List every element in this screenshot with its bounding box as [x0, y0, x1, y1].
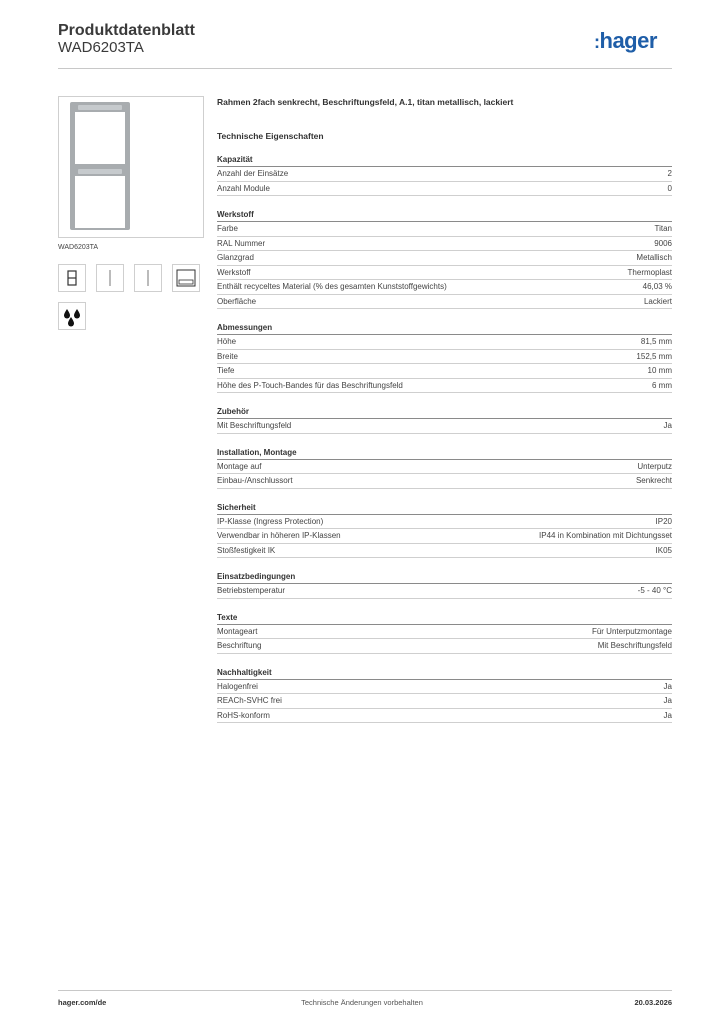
spec-value: Für Unterputzmontage [591, 626, 672, 636]
frame-illustration [70, 102, 130, 230]
spec-value: 46,03 % [642, 282, 672, 291]
spec-section [217, 570, 672, 599]
spec-value: 0 [667, 183, 672, 193]
spec-value: -5 - 40 °C [637, 586, 672, 595]
spec-row [217, 460, 672, 475]
spec-row [217, 182, 672, 197]
frame-opening-top [75, 112, 125, 164]
spec-value: Unterputz [637, 461, 672, 471]
spec-value: Senkrecht [635, 476, 672, 485]
spec-row [217, 364, 672, 379]
footer-website: hager.com/de [58, 998, 107, 1007]
spec-label: Enthält recyceltes Material (% des gesamten Kunststoffgewichts) [217, 282, 447, 291]
spec-value: 9006 [654, 238, 672, 248]
spec-value: IP20 [655, 516, 672, 526]
spec-row [217, 280, 672, 295]
spec-row [217, 709, 672, 724]
spec-value: Ja [663, 681, 672, 691]
spec-row [217, 529, 672, 544]
spec-row [217, 474, 672, 489]
spec-row [217, 544, 672, 559]
spec-label: Glanzgrad [217, 253, 254, 262]
spec-value: Metallisch [636, 253, 672, 262]
spec-section-title: Nachhaltigkeit [217, 666, 672, 680]
double-switch-symbol-icon [58, 264, 86, 292]
spec-label: RAL Nummer [217, 238, 266, 248]
spec-row [217, 295, 672, 310]
spec-value: Titan [654, 224, 672, 233]
spec-value: Thermoplast [627, 267, 672, 277]
vertical-line-icon [96, 264, 124, 292]
product-image [58, 96, 204, 238]
spec-section-title: Sicherheit [217, 501, 672, 515]
spec-label: REACh-SVHC frei [217, 696, 282, 705]
spec-label: Breite [217, 351, 238, 361]
spec-row [217, 515, 672, 530]
spec-label: Höhe des P-Touch-Bandes für das Beschriftungsfeld [217, 380, 403, 390]
spec-value: Lackiert [643, 296, 672, 306]
spec-label: Tiefe [217, 366, 235, 375]
spec-label: Oberfläche [217, 296, 257, 306]
spec-label: Mit Beschriftungsfeld [217, 421, 292, 430]
spec-row [217, 584, 672, 599]
spec-label: Montage auf [217, 461, 262, 471]
spec-value: 81,5 mm [640, 337, 672, 346]
spec-section-title: Texte [217, 611, 672, 625]
vertical-line-icon [134, 264, 162, 292]
spec-label: Verwendbar in höheren IP-Klassen [217, 531, 341, 540]
image-caption: WAD6203TA [58, 244, 99, 251]
label-strip-top [78, 105, 122, 110]
spec-section-title: Werkstoff [217, 208, 672, 222]
spec-value: IP44 in Kombination mit Dichtungsset [539, 531, 672, 540]
document-title: Produktdatenblatt [58, 22, 195, 39]
spec-value: 6 mm [652, 380, 672, 390]
spec-row [217, 335, 672, 350]
spec-row [217, 694, 672, 709]
spec-label: Farbe [217, 224, 238, 233]
spec-row [217, 237, 672, 252]
spec-label: Halogenfrei [217, 681, 258, 691]
spec-section [217, 321, 672, 393]
spec-label: Anzahl Module [217, 183, 270, 193]
spec-label: Anzahl der Einsätze [217, 169, 289, 178]
specification-table [217, 153, 672, 723]
spec-section-title: Kapazität [217, 153, 672, 167]
spec-label: Stoßfestigkeit IK [217, 545, 276, 555]
spec-row [217, 419, 672, 434]
spec-section-title: Einsatzbedingungen [217, 570, 672, 584]
spec-row [217, 222, 672, 237]
spec-row [217, 625, 672, 640]
spec-value: Ja [663, 421, 672, 430]
spec-label: IP-Klasse (Ingress Protection) [217, 516, 324, 526]
article-number: WAD6203TA [58, 39, 144, 56]
spec-label: Beschriftung [217, 641, 262, 650]
spec-section [217, 501, 672, 559]
header-divider [58, 68, 672, 69]
spec-value: Ja [663, 710, 672, 720]
spec-section-title: Installation, Montage [217, 446, 672, 460]
spec-label: Werkstoff [217, 267, 251, 277]
footer-date: 20.03.2026 [634, 998, 672, 1007]
spec-row [217, 680, 672, 695]
spec-label: Montageart [217, 626, 258, 636]
spec-value: 152,5 mm [636, 351, 672, 361]
spec-section [217, 611, 672, 654]
spec-section [217, 666, 672, 724]
logo-text: hager [599, 28, 657, 53]
spec-section [217, 153, 672, 196]
spec-value: Mit Beschriftungsfeld [597, 641, 672, 650]
spec-row [217, 251, 672, 266]
spec-value: Ja [663, 696, 672, 705]
spec-row [217, 266, 672, 281]
water-drops-icon [58, 302, 86, 330]
spec-row [217, 167, 672, 182]
spec-label: Höhe [217, 337, 237, 346]
footer-divider [58, 990, 672, 991]
frame-opening-bottom [75, 176, 125, 228]
spec-label: RoHS-konform [217, 710, 270, 720]
spec-row [217, 639, 672, 654]
label-strip-bottom [78, 169, 122, 174]
spec-section [217, 405, 672, 434]
logo-prefix: : [594, 32, 600, 52]
spec-value: IK05 [655, 545, 672, 555]
spec-value: 10 mm [647, 366, 672, 375]
spec-label: Einbau-/Anschlussort [217, 476, 293, 485]
display-box-icon [172, 264, 200, 292]
hager-logo [594, 28, 657, 54]
spec-row [217, 350, 672, 365]
spec-section-title: Abmessungen [217, 321, 672, 335]
technical-properties-heading: Technische Eigenschaften [217, 131, 324, 141]
spec-row [217, 379, 672, 394]
product-title: Rahmen 2fach senkrecht, Beschriftungsfeld, A.1, titan metallisch, lackiert [217, 97, 514, 107]
spec-value: 2 [667, 169, 672, 178]
spec-section [217, 208, 672, 309]
footer-disclaimer: Technische Änderungen vorbehalten [301, 998, 423, 1007]
spec-label: Betriebstemperatur [217, 586, 286, 595]
spec-section-title: Zubehör [217, 405, 672, 419]
spec-section [217, 446, 672, 489]
